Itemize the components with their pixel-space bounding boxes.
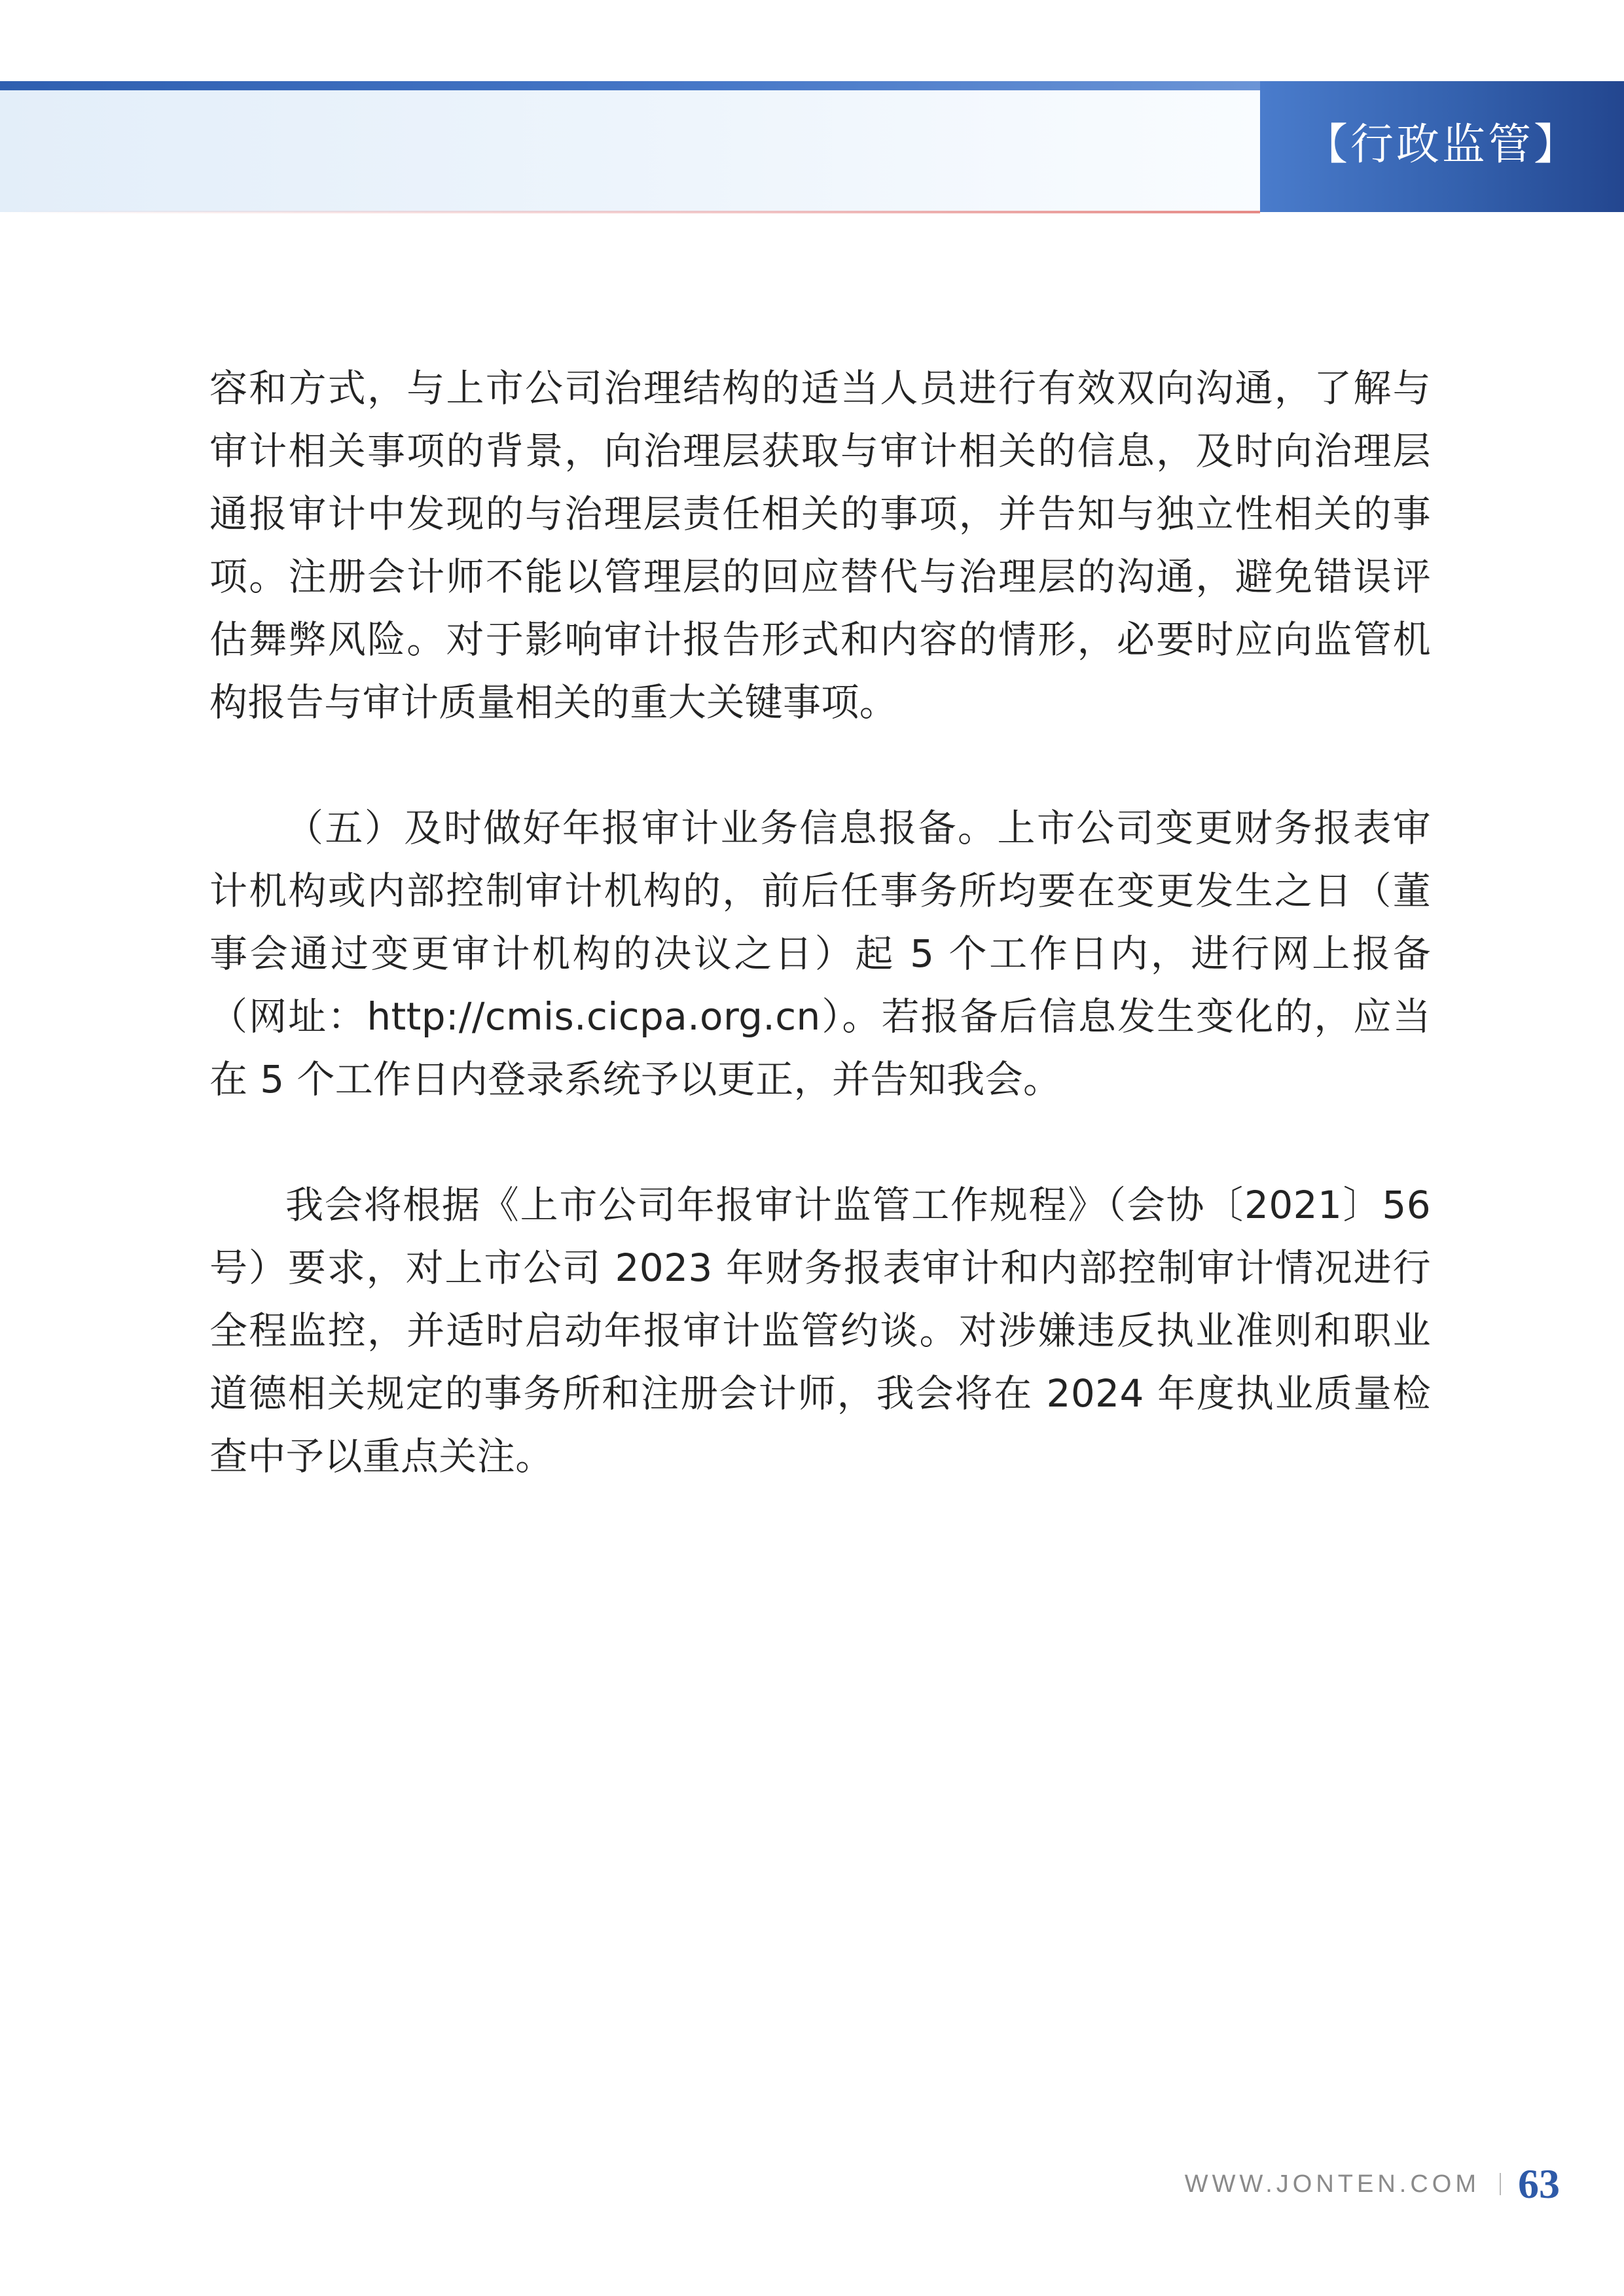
page-footer bbox=[1185, 2160, 1560, 2208]
section-tab bbox=[1260, 81, 1624, 212]
paragraph-continuation: 容和方式，与上市公司治理结构的适当人员进行有效双向沟通，了解与审计相关事项的背景，向治理层获取与审计相关的信息，及时向治理层通报审计中发现的与治理层责任相关的事项，并告知与独立性相关的事项。注册会计师不能以管理层的回应替代与治理层的沟通，避免错误评估舞弊风险。对于影响审计报告形式和内容的情形，必要时应向监管机构报告与审计质量相关的重大关键事项。 bbox=[209, 366, 1431, 725]
body-content bbox=[209, 357, 1431, 1488]
header-top-rule bbox=[0, 81, 1260, 90]
header-underline bbox=[0, 211, 1260, 213]
footer-divider bbox=[1500, 2173, 1501, 2195]
paragraph-closing: 我会将根据《上市公司年报审计监管工作规程》（会协〔2021〕56 号）要求，对上市公司 2023 年财务报表审计和内部控制审计情况进行全程监控，并适时启动年报审计监管约谈。对涉嫌违反执业准则和职业道德相关规定的事务所和注册会计师，我会将在 2024 年度执业质量检查中予以重点关注。 bbox=[209, 1183, 1431, 1479]
section-label: 【行政监管】 bbox=[1305, 118, 1579, 170]
page-number: 63 bbox=[1518, 2161, 1560, 2207]
header-band bbox=[0, 90, 1260, 212]
footer-website: WWW.JONTEN.COM bbox=[1184, 2170, 1480, 2198]
paragraph-item-five: （五）及时做好年报审计业务信息报备。上市公司变更财务报表审计机构或内部控制审计机构的，前后任事务所均要在变更发生之日（董事会通过变更审计机构的决议之日）起 5 个工作日内，进行网上报备（网址：http://cmis.cicpa.org.cn）。若报备后信息发生变化的，应当在 5 个工作日内登录系统予以更正，并告知我会。 bbox=[209, 806, 1431, 1102]
